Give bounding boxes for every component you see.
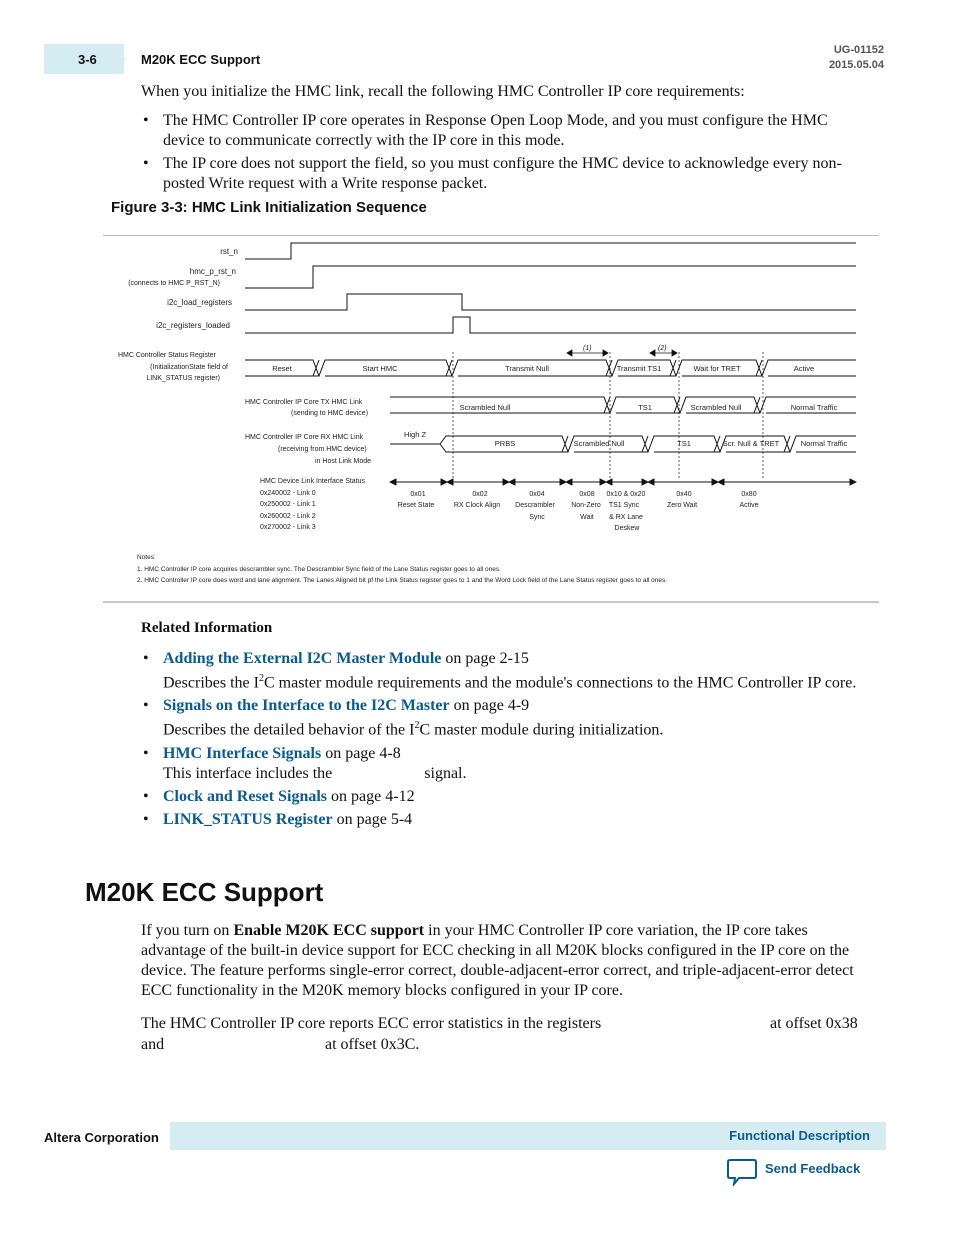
page-number: 3-6 [78,52,97,67]
tx-state-normal-traffic: Normal Traffic [790,403,838,412]
label-status-reg-2: (InitializationState field of [150,364,228,371]
arrow-head [447,479,453,485]
related-page-ref: on page 4-12 [327,787,415,805]
arrow-head [648,479,654,485]
wave-hmc-p-rst-n [245,266,856,288]
tx-state-scrambled-null-2: Scrambled Null [690,403,742,412]
rx-state-ts1: TS1 [677,439,691,448]
related-link-clock-reset-signals[interactable]: Clock and Reset Signals [163,787,328,805]
wave-i2c-load [245,294,856,310]
related-desc-sup: 2 [258,673,264,684]
device-state-code: 0x04 [529,491,545,498]
p1-text: If you turn on [141,922,234,939]
label-tx-link-2: (sending to HMC device) [291,410,369,417]
arrow-head [566,479,572,485]
label-device-status: HMC Device Link Interface Status [260,478,366,485]
p1-text: in your HMC Controller IP core variation, the IP core takes advantage of the built-in device support for ECC checking in all M20K blocks configured in the IP core on the device. The feature performs single-error correct, double-adjacent-error correct, and triple-adjacent-error detect ECC functionality in the M20K memory blocks configured in your IP core. [141,922,854,999]
related-page-ref: on page 5-4 [332,810,413,828]
device-state-desc: Active [739,502,759,509]
label-device-link2: 0x260002 - Link 2 [260,513,316,520]
label-rx-link-3: in Host Link Mode [315,458,372,465]
device-state-desc: Reset State [397,502,435,509]
device-state-code: 0x10 & 0x20 [606,491,646,498]
running-header-title: M20K ECC Support [141,52,261,67]
doc-id-block [829,43,884,73]
arrow-head [672,350,677,356]
intro-bullet: • The HMC Controller IP core operates in Response Open Loop Mode, and you must configure the HMC device to communicate correctly with the IP core in this mode. [141,111,861,151]
device-state-code: 0x08 [579,491,595,498]
intro-paragraph: When you initialize the HMC link, recall the following HMC Controller IP core requirements: [141,83,745,100]
device-state-desc: Zero Wait [666,502,698,509]
label-hmc-p-rst-n: hmc_p_rst_n [189,267,236,276]
label-device-link0: 0x240002 - Link 0 [260,490,316,497]
send-feedback-link[interactable]: Send Feedback [765,1161,861,1176]
timing-diagram [103,237,879,602]
note-1: 1. HMC Controller IP core acquires descrambler sync. The Descrambler Sync field of the Lane Status register goes to all ones. [137,566,501,573]
p2-line1-end: at offset 0x38 [770,1015,858,1032]
device-state-desc-2: Wait [580,514,594,521]
tx-state-scrambled-null: Scrambled Null [459,403,511,412]
related-link-i2c-interface-signals[interactable]: Signals on the Interface to the I2C Master [163,697,450,715]
label-tx-link: HMC Controller IP Core TX HMC Link [245,399,363,406]
related-list [141,649,866,833]
rx-state-scrambled-null: Scrambled Null [573,439,625,448]
arrow-head [606,479,612,485]
figure-top-rule [103,235,879,236]
related-desc: C master module requirements and the module's connections to the HMC Controller IP core. [263,674,857,692]
label-rst-n: rst_n [220,247,238,256]
rx-state-scr-null-tret: Scr. Null & TRET [722,439,780,448]
label-rx-link-2: (receiving from HMC device) [278,446,367,453]
rx-state-normal-traffic: Normal Traffic [800,439,848,448]
device-state-desc: TS1 Sync [608,502,640,509]
related-page-ref: on page 4-8 [321,744,401,762]
related-item [141,744,866,784]
wave-rst-n [245,243,856,259]
related-link-hmc-interface-signals[interactable]: HMC Interface Signals [163,744,322,762]
related-desc: Describes the I [163,674,259,692]
status-state-wait-tret: Wait for TRET [693,364,741,373]
figure-caption: Figure 3-3: HMC Link Initialization Sequence [111,199,427,216]
device-state-desc: Descrambler [515,502,555,509]
related-desc: C master module during initialization. [419,721,664,739]
related-item [141,810,866,830]
section-heading: M20K ECC Support [85,877,324,907]
tx-state-ts1: TS1 [638,403,652,412]
status-state-reset: Reset [272,364,292,373]
label-status-reg: HMC Controller Status Register [117,352,216,359]
note2-marker: (2) [658,345,667,352]
label-device-link3: 0x270002 - Link 3 [260,524,316,531]
related-item [141,696,866,740]
arrow-head [603,350,608,356]
device-state-desc: Non-Zero [571,502,601,509]
device-state-code: 0x80 [741,491,757,498]
related-item [141,787,866,807]
arrow-head [650,350,655,356]
intro-bullets [141,111,861,197]
doc-date: 2015.05.04 [828,59,884,71]
related-page-ref: on page 4-9 [449,697,530,715]
section-paragraph-1 [141,921,876,1001]
arrow-head [509,479,515,485]
p2-line1: The HMC Controller IP core reports ECC error statistics in the registers [141,1015,602,1032]
status-state-active: Active [793,364,815,373]
status-state-transmit-null: Transmit Null [505,364,549,373]
device-state-code: 0x40 [676,491,692,498]
label-i2c-load: i2c_load_registers [167,298,232,307]
p2-line2-start: and [141,1036,165,1053]
arrow-head [718,479,724,485]
device-state-desc-2: Sync [529,514,545,521]
arrow-head [850,479,856,485]
wave-i2c-loaded [245,317,856,333]
status-state-transmit-ts1: Transmit TS1 [616,364,662,373]
label-rx-link: HMC Controller IP Core RX HMC Link [245,434,364,441]
p2-line2-end: at offset 0x3C. [325,1036,420,1053]
related-info-title: Related Information [141,620,273,636]
device-state-desc: RX Clock Align [453,502,501,509]
intro-bullet: • The IP core does not support the field, so you must configure the HMC device to acknowledge every non-posted Write request with a Write response packet. [141,154,861,194]
label-i2c-loaded: i2c_registers_loaded [156,321,230,330]
footer-section-link[interactable]: Functional Description [729,1128,870,1143]
status-state-start-hmc: Start HMC [362,364,398,373]
related-link-link-status-register[interactable]: LINK_STATUS Register [163,810,333,828]
header-tab-arrow [110,44,126,74]
feedback-icon[interactable] [727,1158,757,1186]
notes-title: Notes: [137,554,156,561]
device-state-code: 0x01 [410,491,426,498]
label-status-reg-3: LINK_STATUS register) [146,375,220,382]
device-state-desc-2: & RX Lane [609,514,643,521]
doc-id: UG-01152 [833,44,884,56]
device-state-code: 0x02 [472,491,488,498]
device-state-desc-3: Deskew [614,525,640,532]
bus-status-shape [245,360,856,376]
rx-state-prbs: PRBS [494,439,516,448]
related-desc: Describes the detailed behavior of the I [163,721,415,739]
arrow-head [390,479,396,485]
arrow-head [567,350,572,356]
label-device-link1: 0x250002 - Link 1 [260,501,316,508]
figure-bottom-rule [103,601,879,603]
label-hmc-p-rst-n-sub: (connects to HMC P_RST_N) [128,280,220,287]
related-page-ref: on page 2-15 [441,650,529,667]
related-desc: This interface includes the signal. [163,764,467,782]
p1-bold: Enable M20K ECC support [233,922,425,939]
related-link-i2c-master-module[interactable]: Adding the External I2C Master Module [163,650,442,667]
related-desc-sup: 2 [414,720,420,732]
footer-company: Altera Corporation [44,1130,159,1145]
rx-state-high-z: High Z [403,430,427,439]
related-item [141,649,866,693]
note-2: 2. HMC Controller IP core does word and lane alignment. The Lanes Aligned bit pf the Link Status register goes to 1 and the Word Lock field of the Lane Status register goes to all ones. [137,577,668,584]
note1-marker: (1) [583,345,592,352]
